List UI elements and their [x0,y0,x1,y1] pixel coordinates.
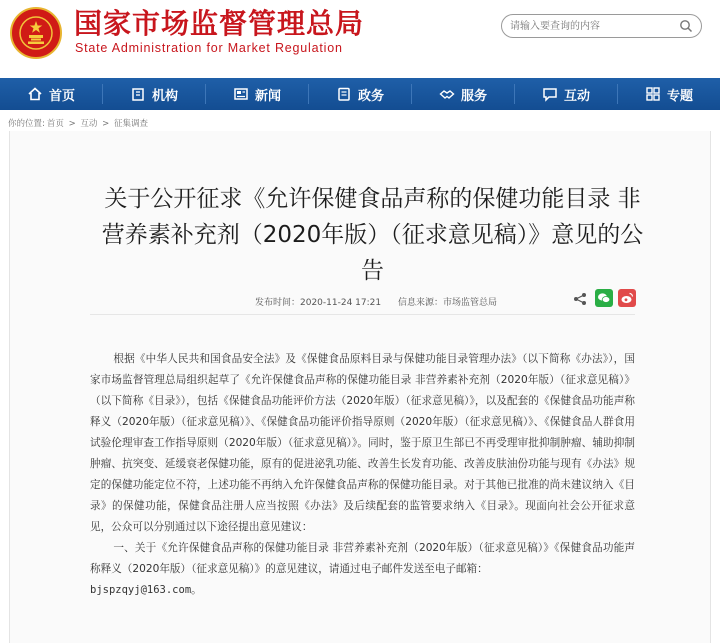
chat-icon [542,86,558,102]
building-icon [130,86,146,102]
title-divider [90,314,635,315]
search-icon[interactable] [679,19,693,33]
nav-label: 新闻 [254,88,281,104]
article-title: 关于公开征求《允许保健食品声称的保健功能目录 非营养素补充剂（2020年版）（征求意见稿）》意见的公告 [101,186,644,284]
breadcrumb-survey-link[interactable]: 征集调查 [113,119,148,129]
article-container [9,131,711,643]
breadcrumb-home-link[interactable]: 首页 [46,119,64,129]
breadcrumb-separator: > [102,119,110,129]
breadcrumb-interaction-link[interactable]: 互动 [80,119,98,129]
search-box [501,14,702,38]
home-icon [27,86,43,102]
site-name-cn[interactable]: 国家市场监督管理总局 [74,7,365,40]
article-paragraph: 根据《中华人民共和国食品安全法》及《保健食品原料目录与保健功能目录管理办法》（以下简称《办法》），国家市场监督管理总局组织起草了《允许保健食品声称的保健功能目录 非营养素补充剂（2020年版）（征求意见稿）》（以下简称《目录》），包括《保健食品功能评价方法（2020年版）（征求意见稿）》，以及配套的《保健食品功能声称释义（2020年版）（征求意见稿）》、《保健食品功能评价指导原则（2020年版）（征求意见稿）》、《保健食品人群食用试验伦理审查工作指导原则（2020年版）（征求意见稿）》。同时，鉴于原卫生部已不再受理审批抑制肿瘤、辅助抑制肿瘤、抗突变、延缓衰老保健功能，原有的促进泌乳功能、改善生长发育功能、改善皮肤油份功能与现有《办法》规定的保健功能定位不符，上述功能不再纳入允许保健食品声称的保健功能目录。对于其他已批准的尚未建议纳入《目录》的保健功能，保健食品注册人应当按照《办法》及后续配套的监管要求纳入《目录》。现面向社会公开征求意见，公众可以分别通过以下途径提出意见建议： [90,353,635,533]
article-paragraph: 一、关于《允许保健食品声称的保健功能目录 非营养素补充剂（2020年版）（征求意见稿）》《保健食品功能声称释义（2020年版）（征求意见稿）》的意见建议，请通过电子邮件发送至电子邮箱： [90,542,635,575]
share-icon[interactable] [573,292,587,306]
nav-item-organization[interactable] [103,78,205,110]
wechat-share-icon[interactable] [595,289,613,307]
nav-item-home[interactable] [0,78,102,110]
breadcrumb [8,117,150,129]
contact-email[interactable]: bjspzqyj@163.com。 [90,584,202,596]
breadcrumb-separator: > [68,119,76,129]
publish-time: 发布时间：2020-11-24 17:21 [255,298,382,308]
affairs-icon [336,86,352,102]
nav-label: 机构 [151,88,178,104]
nav-label: 专题 [666,88,693,104]
search-input[interactable] [510,18,670,34]
nav-item-topics[interactable] [618,78,720,110]
nav-item-news[interactable] [206,78,308,110]
nav-item-affairs[interactable] [309,78,411,110]
nav-label: 首页 [48,88,75,104]
site-name-en: State Administration for Market Regulation [75,41,343,55]
national-emblem-icon[interactable] [10,7,62,59]
nav-item-services[interactable] [412,78,514,110]
site-header [0,0,720,78]
weibo-share-icon[interactable] [618,289,636,307]
nav-label: 互动 [563,88,590,104]
article-body [90,349,635,601]
info-source: 信息来源：市场监管总局 [397,298,497,308]
handshake-icon [439,86,455,102]
nav-label: 政务 [357,88,384,104]
nav-label: 服务 [460,88,487,104]
main-nav [0,78,720,110]
nav-item-interaction[interactable] [515,78,617,110]
news-icon [233,86,249,102]
article-meta [255,295,497,308]
topic-icon [645,86,661,102]
breadcrumb-prefix: 你的位置: [8,119,45,129]
